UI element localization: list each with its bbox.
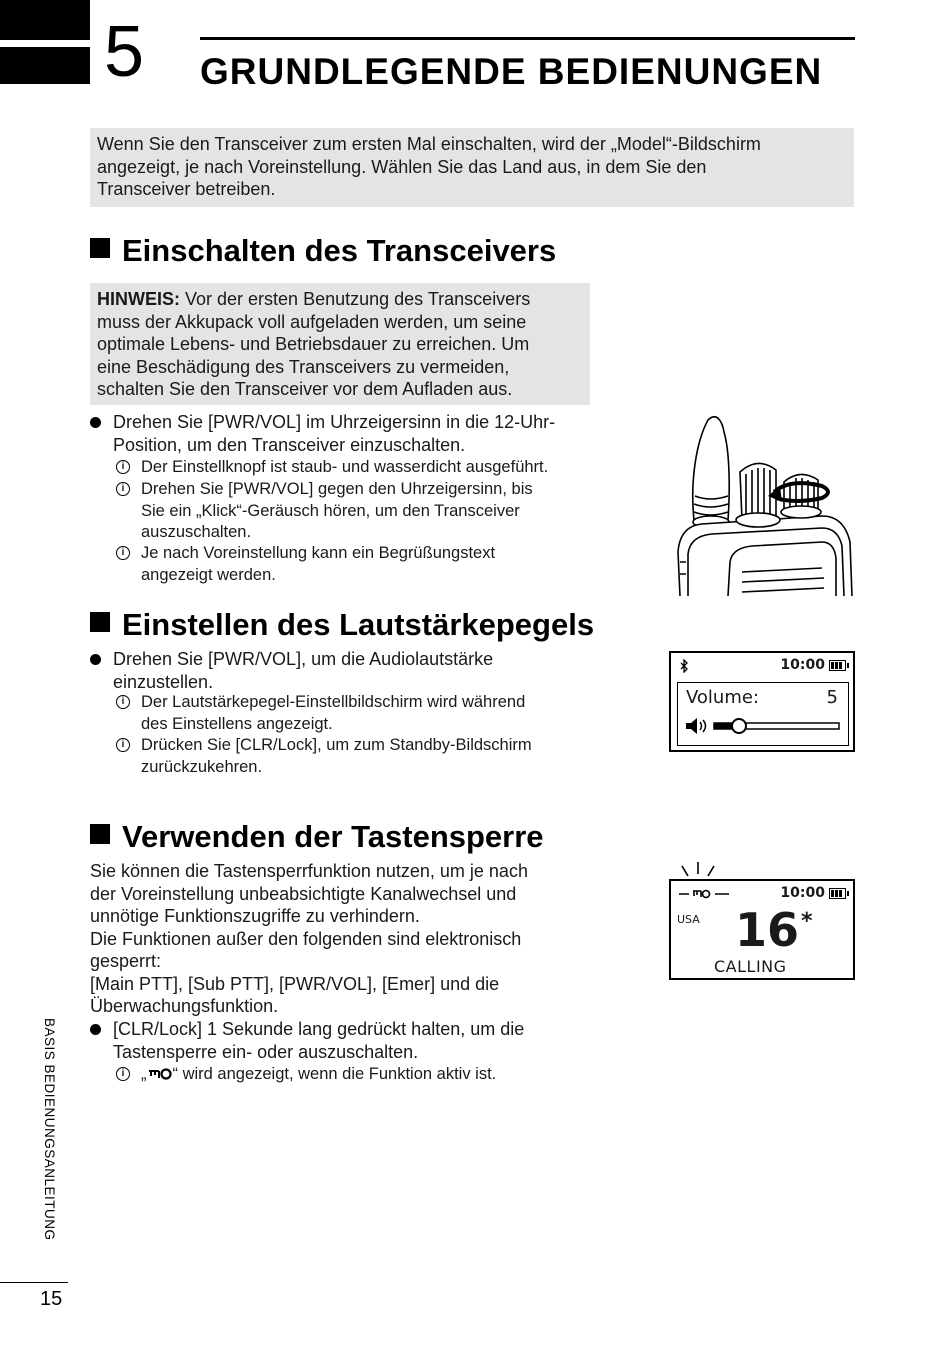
speaker-icon (686, 718, 706, 734)
lcd-clock: 10:00 (780, 885, 825, 901)
volume-label: Volume: (686, 687, 760, 708)
info-item: i Drehen Sie [PWR/VOL] gegen den Uhrzeigersinn, bis Sie ein „Klick“-Geräusch hören, um den Transceiver auszuschalten. (116, 479, 606, 544)
channel-name: CALLING (714, 957, 787, 976)
channel-number: 16 (735, 903, 800, 957)
lcd-clock: 10:00 (780, 657, 825, 673)
bluetooth-icon (679, 659, 689, 673)
bullet-dot-icon (90, 1024, 101, 1035)
side-text: BASIS BEDIENUNGSANLEITUNG (42, 1018, 57, 1241)
volume-value: 5 (826, 687, 838, 708)
chapter-tab-bar (0, 47, 90, 84)
section-heading-key-lock: Verwenden der Tastensperre (90, 819, 544, 855)
key-lock-indicator-icon (679, 887, 731, 901)
info-item: i Je nach Voreinstellung kann ein Begrüßungstext angezeigt werden. (116, 543, 606, 587)
battery-icon (829, 660, 846, 671)
heading-square-icon (90, 238, 110, 258)
volume-panel (677, 682, 849, 746)
note-line: muss der Akkupack voll aufgeladen werden, um seine (97, 311, 527, 332)
info-icon: i (116, 546, 130, 560)
chapter-rule (200, 37, 855, 40)
note-line: Vor der ersten Benutzung des Transceivers (180, 289, 531, 309)
key-lock-lcd-display (669, 879, 855, 980)
info-icon: i (116, 482, 130, 496)
note-label: HINWEIS: (97, 289, 180, 309)
chapter-title: GRUNDLEGENDE BEDIENUNGEN (200, 51, 823, 92)
section-heading-power-on: Einschalten des Transceivers (90, 233, 556, 269)
volume-slider-knob (732, 719, 746, 733)
transceiver-knob-illustration (672, 412, 854, 596)
volume-lcd-display (669, 651, 855, 752)
info-item: i „ “ wird angezeigt, wenn die Funktion aktiv ist. (116, 1064, 606, 1086)
intro-line: Wenn Sie den Transceiver zum ersten Mal einschalten, wird der „Model“-Bildschirm (97, 134, 761, 154)
bullet-item: Drehen Sie [PWR/VOL] im Uhrzeigersinn in die 12-Uhr- Position, um den Transceiver einzuschalten. (90, 411, 610, 457)
note-line: optimale Lebens- und Betriebsdauer zu erreichen. Um (97, 334, 530, 354)
page-number-rule (0, 1282, 68, 1283)
heading-square-icon (90, 612, 110, 632)
key-lock-paragraph: Sie können die Tastensperrfunktion nutzen, um je nach der Voreinstellung unbeabsichtigte Kanalwechsel und unnötige Funktionszugriffe zu verhindern. Die Funktionen außer den folgenden sind elektronisch gesperrt: [Main PTT], [Sub PTT], [PWR/VOL], [Emer] und die Überwachungsfunktion. (90, 861, 528, 1016)
bullet-item: Drehen Sie [PWR/VOL], um die Audiolautstärke einzustellen. (90, 648, 610, 694)
intro-line: angezeigt, je nach Voreinstellung. Wählen Sie das Land aus, in dem Sie den (97, 156, 707, 177)
key-lock-icon (147, 1068, 173, 1080)
info-icon: i (116, 695, 130, 709)
region-label: USA (677, 913, 700, 926)
channel-star: * (801, 909, 813, 934)
note-line: eine Beschädigung des Transceivers zu vermeiden, (97, 356, 510, 377)
info-icon: i (116, 738, 130, 752)
bullet-item: [CLR/Lock] 1 Sekunde lang gedrückt halten, um die Tastensperre ein- oder auszuschalten. (90, 1018, 610, 1064)
intro-line: Transceiver betreiben. (97, 179, 276, 199)
volume-slider (684, 715, 844, 737)
intro-box (90, 128, 854, 207)
page-number: 15 (40, 1288, 63, 1310)
chapter-tab-bar (0, 0, 90, 40)
info-item: i Drücken Sie [CLR/Lock], um zum Standby-Bildschirm zurückzukehren. (116, 735, 606, 779)
info-item: i Der Einstellknopf ist staub- und wasserdicht ausgeführt. (116, 457, 606, 479)
note-box (90, 283, 590, 405)
chapter-number: 5 (104, 12, 145, 92)
battery-icon (829, 888, 846, 899)
bullet-dot-icon (90, 654, 101, 665)
note-line: schalten Sie den Transceiver vor dem Aufladen aus. (97, 379, 513, 399)
bullet-dot-icon (90, 417, 101, 428)
section-heading-volume: Einstellen des Lautstärkepegels (90, 607, 594, 643)
info-item: i Der Lautstärkepegel-Einstellbildschirm wird während des Einstellens angezeigt. (116, 692, 606, 736)
heading-square-icon (90, 824, 110, 844)
info-icon: i (116, 460, 130, 474)
info-icon: i (116, 1067, 130, 1081)
